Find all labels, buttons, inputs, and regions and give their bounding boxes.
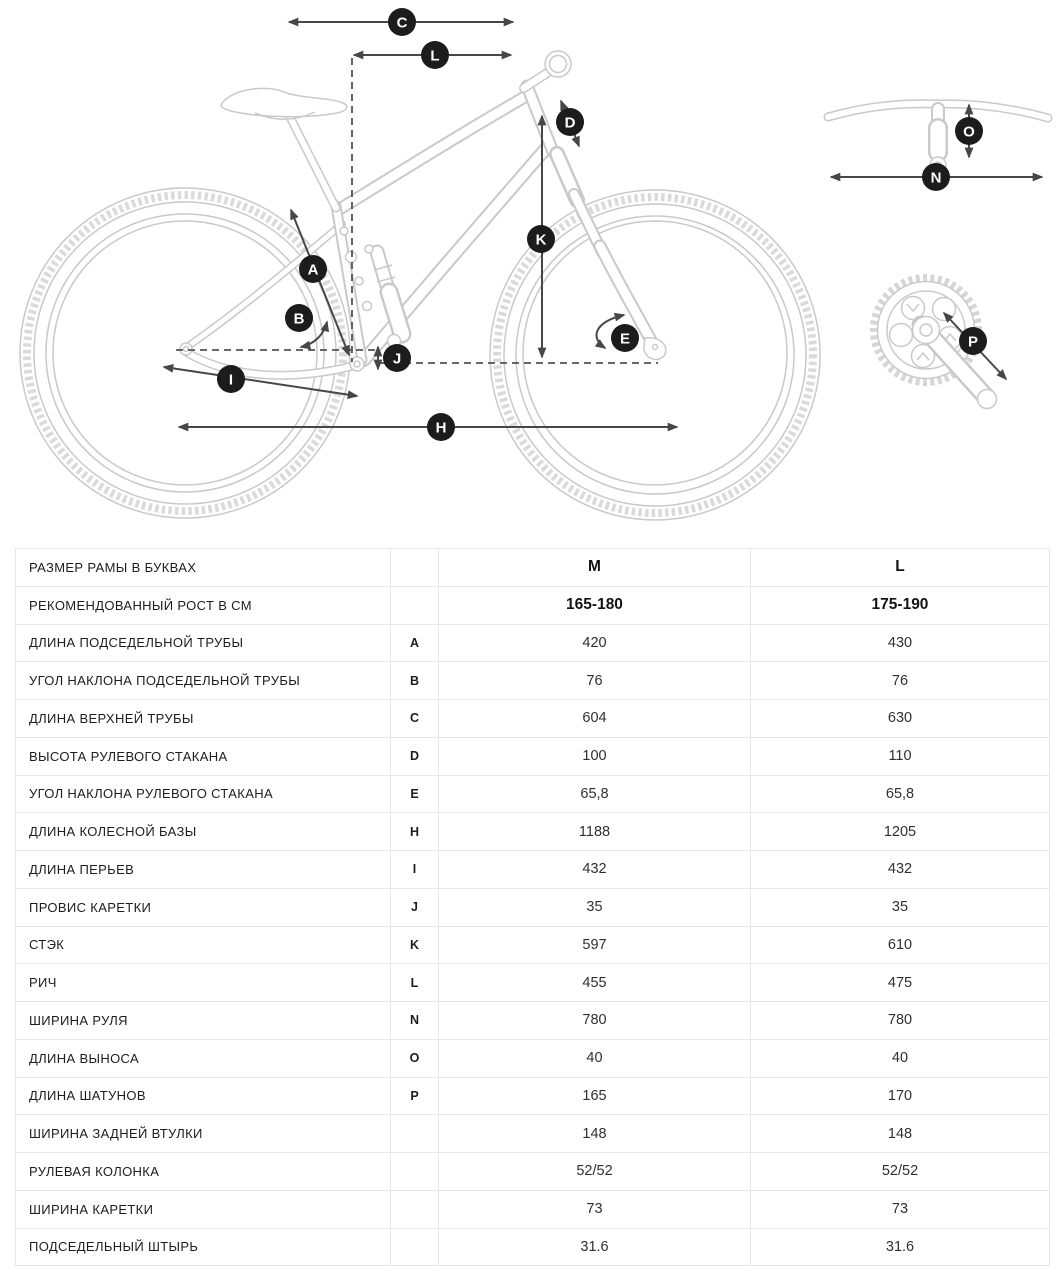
spec-value-l: L [895, 558, 905, 576]
svg-text:P: P [967, 333, 979, 351]
dimension-badge-n [922, 163, 950, 191]
spec-letter [391, 549, 439, 586]
spec-value-m: 604 [439, 700, 751, 737]
spec-label: ДЛИНА ВЕРХНЕЙ ТРУБЫ [16, 700, 391, 737]
svg-text:L: L [430, 47, 440, 65]
spec-label: УГОЛ НАКЛОНА РУЛЕВОГО СТАКАНА [16, 776, 391, 813]
spec-value-m: 780 [439, 1002, 751, 1039]
svg-text:B: B [293, 310, 305, 328]
table-row [16, 1153, 1049, 1191]
spec-value-l: 52/52 [881, 1163, 919, 1180]
spec-label: РЕКОМЕНДОВАННЫЙ РОСТ В СМ [16, 587, 391, 624]
spec-letter: L [391, 964, 439, 1001]
bike-side-view [20, 51, 1048, 520]
spec-letter [391, 587, 439, 624]
spec-label: РУЛЕВАЯ КОЛОНКА [16, 1153, 391, 1190]
spec-value-m: 1188 [439, 813, 751, 850]
spec-letter: B [391, 662, 439, 699]
spec-value-m: 100 [439, 738, 751, 775]
spec-value-l: 780 [887, 1012, 913, 1029]
spec-label: ДЛИНА ВЫНОСА [16, 1040, 391, 1077]
spec-value-l: 475 [887, 974, 913, 991]
table-row [16, 549, 1049, 587]
dimension-badges [217, 8, 987, 441]
pedal-eye [978, 390, 997, 409]
svg-text:E: E [619, 330, 631, 348]
dimension-badge-i [217, 365, 245, 393]
spec-label: ДЛИНА ПОДСЕДЕЛЬНОЙ ТРУБЫ [16, 625, 391, 662]
spec-value-l: 76 [891, 672, 909, 689]
spec-value-l: 175-190 [871, 596, 929, 614]
spec-label: СТЭК [16, 927, 391, 964]
spec-value-m: 165-180 [439, 587, 751, 624]
svg-text:C: C [396, 14, 408, 32]
svg-text:O: O [963, 123, 975, 141]
handlebar-top-view [828, 104, 1048, 173]
spec-value-m: 420 [439, 625, 751, 662]
spec-value-l: 432 [887, 861, 913, 878]
table-row [16, 662, 1049, 700]
dimension-badge-j [383, 344, 411, 372]
dimension-badge-h [427, 413, 455, 441]
spec-label: ВЫСОТА РУЛЕВОГО СТАКАНА [16, 738, 391, 775]
spec-letter: I [391, 851, 439, 888]
table-row [16, 1078, 1049, 1116]
table-row [16, 1191, 1049, 1229]
spec-letter: A [391, 625, 439, 662]
spec-label: ШИРИНА ЗАДНЕЙ ВТУЛКИ [16, 1115, 391, 1152]
spec-value-m: 40 [439, 1040, 751, 1077]
spec-value-m: 597 [439, 927, 751, 964]
spec-value-m: 455 [439, 964, 751, 1001]
spec-value-m: 73 [439, 1191, 751, 1228]
spec-value-l: 110 [888, 748, 912, 765]
table-row [16, 813, 1049, 851]
table-row [16, 1229, 1049, 1267]
spec-value-m: 35 [439, 889, 751, 926]
table-row [16, 927, 1049, 965]
spec-value-l: 630 [887, 710, 913, 727]
spec-label: РИЧ [16, 964, 391, 1001]
spec-value-m: 432 [439, 851, 751, 888]
spec-label: УГОЛ НАКЛОНА ПОДСЕДЕЛЬНОЙ ТРУБЫ [16, 662, 391, 699]
table-row [16, 1040, 1049, 1078]
spec-letter: N [391, 1002, 439, 1039]
spec-letter: H [391, 813, 439, 850]
spec-letter: K [391, 927, 439, 964]
spec-letter: J [391, 889, 439, 926]
spec-label: РАЗМЕР РАМЫ В БУКВАХ [16, 549, 391, 586]
spec-label: ДЛИНА ПЕРЬЕВ [16, 851, 391, 888]
spec-label: ДЛИНА ШАТУНОВ [16, 1078, 391, 1115]
dimension-badge-k [527, 225, 555, 253]
spec-value-m: 148 [439, 1115, 751, 1152]
spec-letter: P [391, 1078, 439, 1115]
spec-letter: E [391, 776, 439, 813]
table-row [16, 625, 1049, 663]
spec-value-m: 31.6 [439, 1229, 751, 1266]
spec-value-m: M [439, 549, 751, 586]
dimension-badge-b [285, 304, 313, 332]
table-row [16, 700, 1049, 738]
spec-letter: D [391, 738, 439, 775]
dimension-badge-d [556, 108, 584, 136]
spec-value-l: 65,8 [885, 785, 915, 802]
spec-letter [391, 1229, 439, 1266]
svg-text:A: A [307, 261, 319, 279]
table-row [16, 851, 1049, 889]
crank-cap [913, 317, 940, 344]
spec-value-l: 40 [891, 1050, 909, 1067]
dimension-badge-a [299, 255, 327, 283]
spec-letter [391, 1153, 439, 1190]
table-row [16, 776, 1049, 814]
spec-letter: C [391, 700, 439, 737]
spec-letter: O [391, 1040, 439, 1077]
dimension-badge-o [955, 117, 983, 145]
spec-value-l: 35 [891, 899, 909, 916]
spec-label: ПРОВИС КАРЕТКИ [16, 889, 391, 926]
spec-label: ШИРИНА РУЛЯ [16, 1002, 391, 1039]
svg-text:H: H [435, 419, 447, 437]
dimension-badge-l [421, 41, 449, 69]
spec-value-l: 610 [887, 936, 913, 953]
spec-value-l: 73 [891, 1201, 909, 1218]
spec-label: ДЛИНА КОЛЕСНОЙ БАЗЫ [16, 813, 391, 850]
bike-geometry-diagram [0, 0, 1059, 548]
spec-value-l: 31.6 [885, 1238, 915, 1255]
spec-value-m: 76 [439, 662, 751, 699]
spec-value-l: 1205 [883, 823, 917, 840]
spec-label: ШИРИНА КАРЕТКИ [16, 1191, 391, 1228]
table-row [16, 1115, 1049, 1153]
table-row [16, 889, 1049, 927]
svg-text:J: J [392, 350, 402, 368]
table-row [16, 738, 1049, 776]
spec-value-m: 165 [439, 1078, 751, 1115]
table-row [16, 964, 1049, 1002]
svg-text:I: I [228, 371, 234, 389]
saddle [221, 88, 347, 116]
svg-text:K: K [535, 231, 547, 249]
dimension-badge-e [611, 324, 639, 352]
spec-value-l: 430 [887, 634, 913, 651]
spec-letter [391, 1191, 439, 1228]
dimension-badge-c [388, 8, 416, 36]
spec-value-m: 65,8 [439, 776, 751, 813]
spec-letter [391, 1115, 439, 1152]
spec-value-l: 148 [887, 1125, 913, 1142]
dimension-badge-p [959, 327, 987, 355]
table-row [16, 587, 1049, 625]
spec-value-l: 170 [887, 1087, 913, 1104]
table-row [16, 1002, 1049, 1040]
svg-text:N: N [930, 169, 942, 187]
geometry-figure [0, 0, 1059, 548]
spec-label: ПОДСЕДЕЛЬНЫЙ ШТЫРЬ [16, 1229, 391, 1266]
svg-text:D: D [564, 114, 576, 132]
geometry-table [15, 548, 1050, 1266]
spec-value-m: 52/52 [439, 1153, 751, 1190]
